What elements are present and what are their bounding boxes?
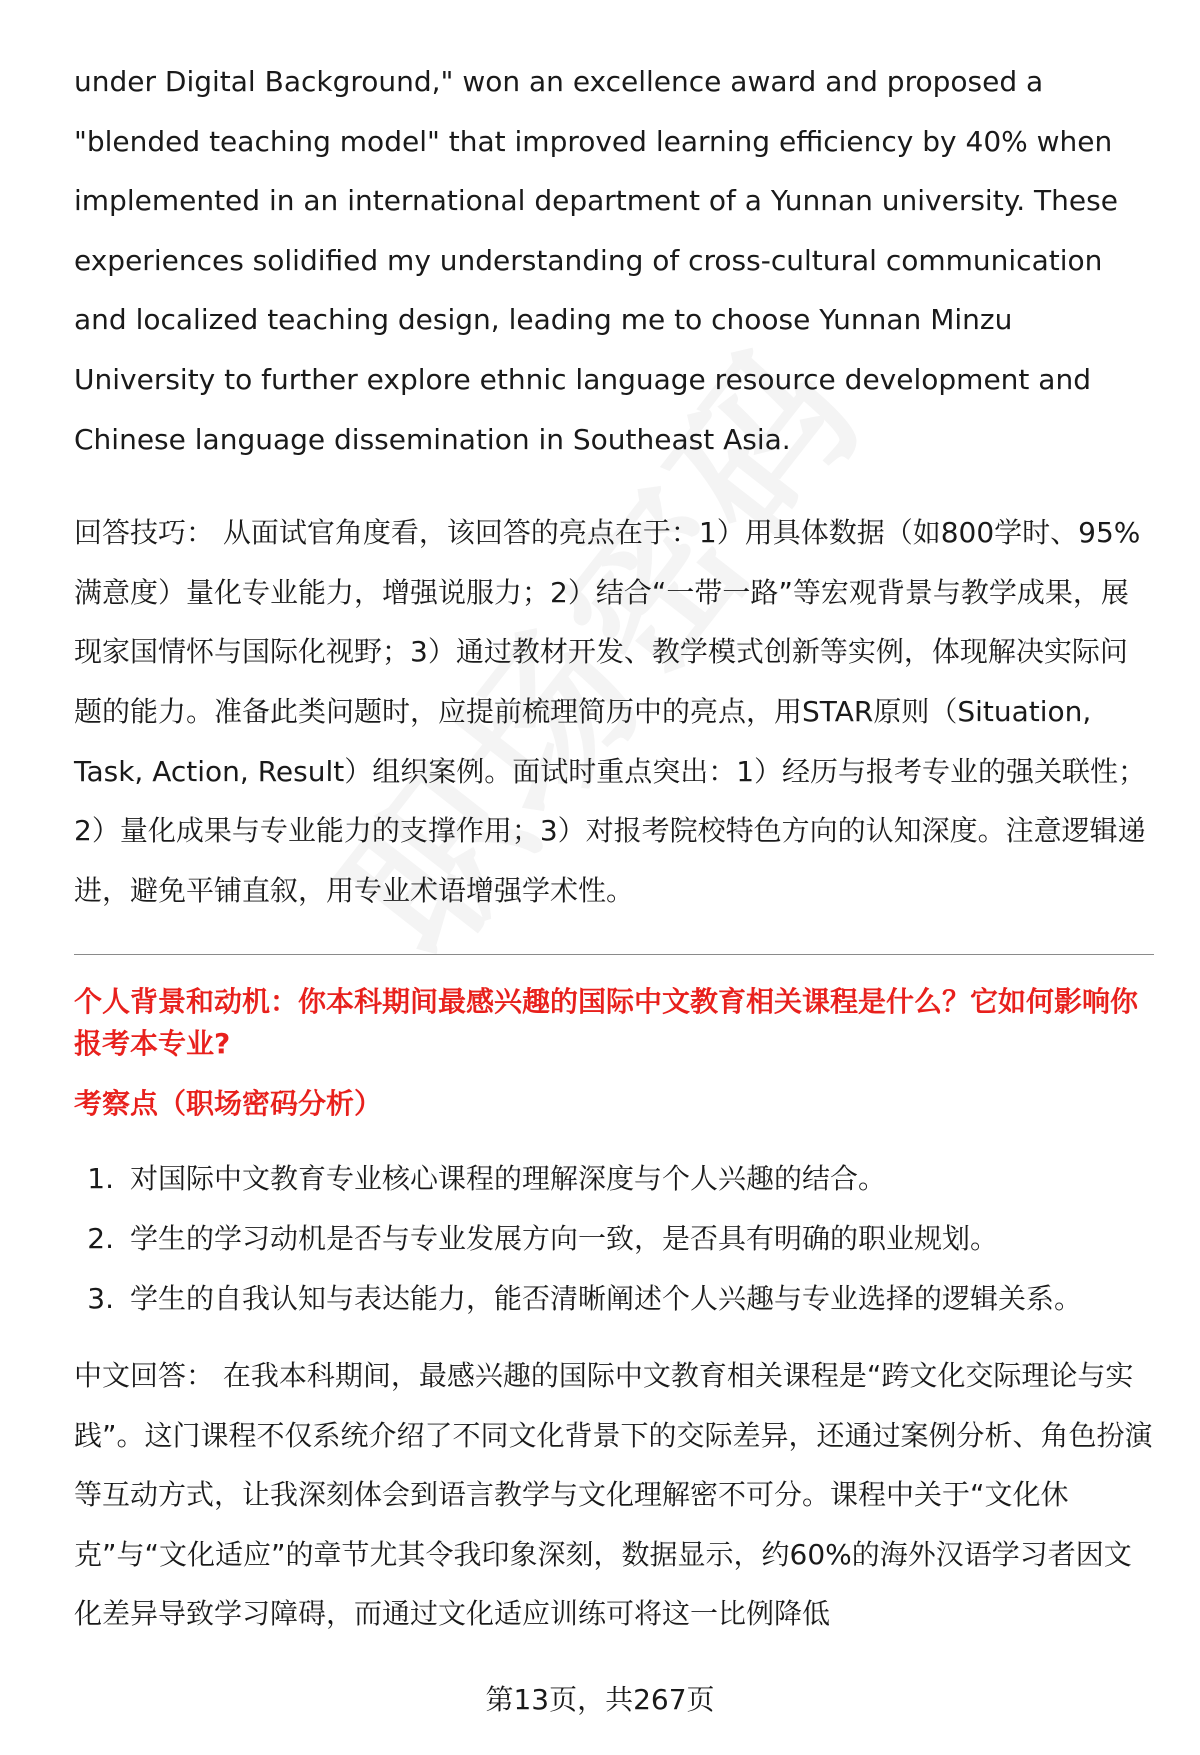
tips-label: 回答技巧： bbox=[74, 516, 215, 550]
answer-paragraph bbox=[74, 1346, 1154, 1644]
list-item bbox=[74, 1269, 1154, 1329]
list-text: 对国际中文教育专业核心课程的理解深度与个人兴趣的结合。 bbox=[130, 1162, 887, 1196]
section-divider bbox=[74, 954, 1154, 955]
page-number: 第13页，共267页 bbox=[485, 1683, 715, 1716]
intro-paragraph: under Digital Background," won an excellence award and proposed a "blended teaching model" that improved learning efficiency by 40% when implemented in an international department of a Yunnan university. These experiences solidified my understanding of cross-cultural communication and localized teaching design, leading me to choose Yunnan Minzu University to further explore ethnic language resource development and Chinese language dissemination in Southeast Asia. bbox=[74, 65, 1118, 456]
list-text: 学生的自我认知与表达能力，能否清晰阐述个人兴趣与专业选择的逻辑关系。 bbox=[130, 1281, 1083, 1315]
list-item bbox=[74, 1209, 1154, 1269]
question-heading: 个人背景和动机：你本科期间最感兴趣的国际中文教育相关课程是什么？它如何影响你报考本专业? bbox=[74, 985, 1139, 1061]
tips-text: 从面试官角度看，该回答的亮点在于：1）用具体数据（如800学时、95%满意度）量化专业能力，增强说服力；2）结合“一带一路”等宏观背景与教学成果，展现家国情怀与国际化视野；3）通过教材开发、教学模式创新等实例，体现解决实际问题的能力。准备此类问题时，应提前梳理简历中的亮点，用STAR原则（Situation, Task, Action, Result）组织案例。面试时重点突出：1）经历与报考专业的强关联性；2）量化成果与专业能力的支撑作用；3）对报考院校特色方向的认知深度。注意逻辑递进，避免平铺直叙，用专业术语增强学术性。 bbox=[74, 516, 1147, 907]
list-item bbox=[74, 1149, 1154, 1209]
answer-text: 在我本科期间，最感兴趣的国际中文教育相关课程是“跨文化交际理论与实践”。这门课程不仅系统介绍了不同文化背景下的交际差异，还通过案例分析、角色扮演等互动方式，让我深刻体会到语言教学与文化理解密不可分。课程中关于“文化休克”与“文化适应”的章节尤其令我印象深刻，数据显示，约60%的海外汉语学习者因文化差异导致学习障碍，而通过文化适应训练可将这一比例降低 bbox=[74, 1359, 1153, 1631]
document-page bbox=[74, 52, 1154, 1644]
analysis-list bbox=[74, 1149, 1154, 1328]
tips-paragraph bbox=[74, 503, 1154, 920]
answer-label: 中文回答： bbox=[74, 1359, 215, 1393]
list-number: 2. bbox=[87, 1221, 114, 1255]
list-number: 3. bbox=[87, 1281, 114, 1315]
list-number: 1. bbox=[87, 1162, 114, 1196]
analysis-heading: 考察点（职场密码分析） bbox=[74, 1087, 383, 1121]
list-text: 学生的学习动机是否与专业发展方向一致，是否具有明确的职业规划。 bbox=[130, 1221, 999, 1255]
